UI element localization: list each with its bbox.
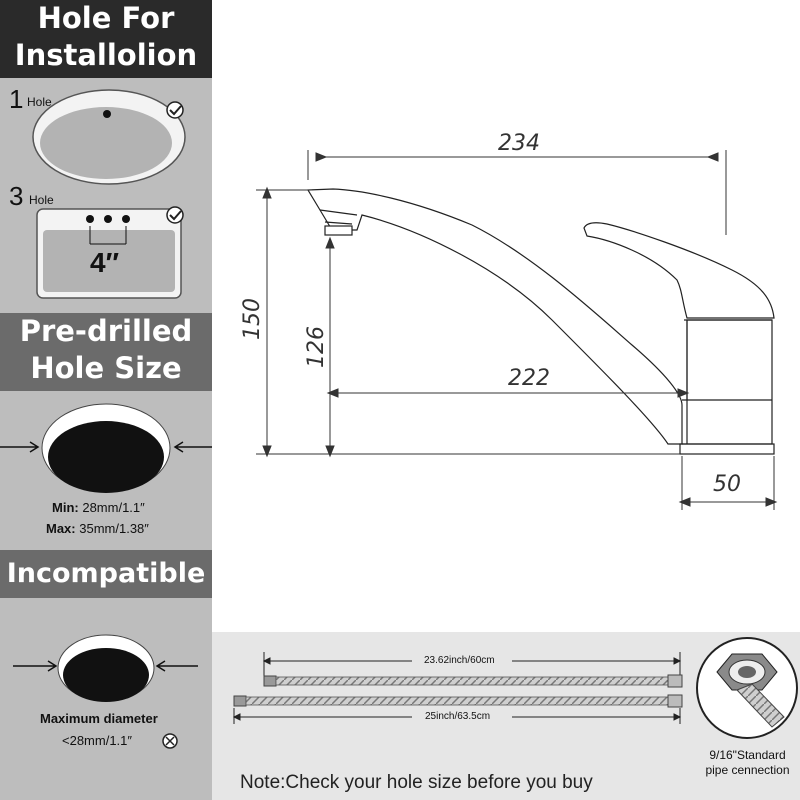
hose1 — [264, 675, 682, 687]
max-label: Max: — [46, 521, 76, 536]
one-hole-basin — [33, 90, 185, 184]
connector-closeup — [697, 638, 797, 738]
predrilled-title-line1: Pre-drilled — [19, 314, 193, 348]
option1-word: Hole — [27, 95, 52, 109]
max-diameter-label: Maximum diameter — [40, 711, 158, 726]
dim-spout-height: 126 — [304, 326, 329, 368]
max-size — [46, 521, 149, 536]
option1-number: 1 — [9, 84, 24, 114]
cross-circle-icon — [163, 734, 177, 748]
dim-spout-reach: 222 — [508, 366, 550, 391]
hose2 — [234, 695, 682, 707]
install-title-line2: Installolion — [14, 38, 198, 72]
check-circle-icon — [167, 207, 183, 223]
incompatible-title-text: Incompatible — [6, 558, 206, 589]
option3-number: 3 — [9, 181, 24, 211]
predrilled-title — [0, 313, 212, 391]
option3-word: Hole — [29, 193, 54, 207]
dim-base-width: 50 — [713, 472, 741, 497]
check-circle-icon — [167, 102, 183, 118]
min-value: 28mm/1.1″ — [82, 500, 145, 515]
predrilled-title-line2: Hole Size — [30, 351, 182, 385]
connection-label — [695, 748, 800, 778]
sidebar-graphics — [0, 0, 212, 800]
hose1-length: 23.62inch/60cm — [424, 655, 495, 666]
dimension-lines — [256, 150, 776, 510]
dimension-labels — [240, 131, 741, 497]
install-title-line1: Hole For — [37, 1, 175, 35]
connection-line2: pipe cennection — [705, 763, 790, 777]
min-label: Min: — [52, 500, 79, 515]
incompatible-title — [0, 550, 212, 598]
connection-line1: 9/16"Standard — [709, 748, 786, 762]
incompatible-hole — [13, 635, 198, 702]
faucet-outline — [308, 189, 774, 454]
max-value: 35mm/1.38″ — [79, 521, 149, 536]
hose2-length: 25inch/63.5cm — [425, 711, 491, 722]
note: Note:Check your hole size before you buy — [240, 772, 593, 793]
max-diameter-value: <28mm/1.1″ — [62, 733, 132, 748]
dim-total-height: 150 — [240, 298, 265, 340]
hole-spacing-label: 4″ — [90, 247, 119, 278]
faucet-drawing — [212, 0, 800, 632]
min-size — [52, 500, 145, 515]
dim-total-length: 234 — [498, 131, 540, 156]
